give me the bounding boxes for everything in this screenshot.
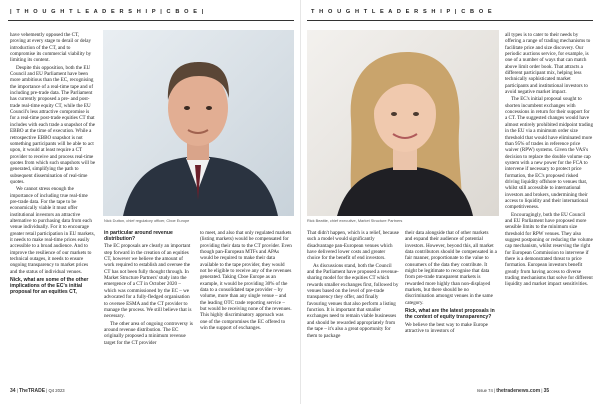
portrait-image bbox=[307, 30, 499, 216]
paragraph: As discussions stand, both the Council and the Parliament have proposed a revenue-sharing model for the equities CT which rewards smaller exchanges first, followed by venues based on the level of pre-trade transparency they offer, and finally favouring venues that also perform a listing function. It is important that smaller exchanges need to remain viable businesses and should be rewarded appropriately from the tape – it's also a great opportunity for them to package bbox=[307, 262, 399, 339]
left-column-3 bbox=[200, 230, 292, 384]
left-column-1 bbox=[10, 32, 96, 384]
paragraph: have vehemently opposed the CT, proving at every stage to derail or delay introduction of the CT, and to compromise its commercial viability by limiting its content. bbox=[10, 32, 92, 64]
paragraph: That didn't happen, which is a relief, because such a model would significantly disadvantage pan-European venues which have delivered lower costs and greater choice for the benefit of end investors. bbox=[307, 230, 399, 262]
paragraph: their data alongside that of other markets and expand their audience of potential investors. However, beyond this, all market data contributors should be compensated in a fair manner, proportionate to the value to consumers of the data they contribute. It might be legitimate to recognise that data from pre-trade transparent markets is rewarded more highly than non-displayed markets, but there should be no discrimination amongst venues in the same category. bbox=[405, 230, 497, 306]
issue-label: Issue 74 bbox=[477, 388, 493, 393]
right-column-1 bbox=[307, 230, 399, 384]
photo-caption: Rick Beattie, chief executive, Market Structure Partners bbox=[307, 218, 403, 223]
right-page-header: T H O U G H T L E A D E R S H I P | C B O E bbox=[311, 9, 494, 15]
page-number: 35 bbox=[543, 388, 550, 394]
right-page bbox=[300, 0, 600, 404]
paragraph: Despite this opposition, both the EU Council and EU Parliament have been more ambitious than the EC, recognising the importance of a real-time tape and of including pre-trade data. The Parliament has currently proposed a pre- and post-trade real-time equity CT, while the EU Council's less attractive compromise is for a real-time post-trade equities CT that includes with each trade a snapshot of the EBBO at the time of execution. While a retrospective EBBO snapshot is not something participants will be able to act upon, it would at least require a CT provider to receive and process real-time quotes from which such snapshots will be generated, simplifying the path to subsequent dissemination of real-time quotes. bbox=[10, 64, 96, 185]
site-name: thetradenews.com bbox=[496, 388, 541, 394]
portrait-image bbox=[103, 30, 294, 216]
magazine-name: TheTRADE bbox=[18, 388, 46, 394]
paragraph: Encouragingly, both the EU Council and EU Parliament have proposed more sensible limits to the minimum size threshold for RPW venues. They also suggest postponing or reducing the volume cap mechanism, whilst reserving the right for European Commission to intervene if there is a demonstrated threat to price formation. European investors benefit greatly from having access to diverse trading mechanisms that solve for different liquidity and market impact sensitivities. bbox=[505, 211, 593, 288]
question-heading: Nick, what are some of the other implications of the EC's initial proposal for an equities CT, bbox=[10, 277, 89, 296]
left-page-header: | T H O U G H T L E A D E R S H I P | C B O E | bbox=[10, 9, 205, 15]
paragraph: The EC proposals are clearly an important step forward in the creation of an equities CT, however we believe the amount of work required to establish and oversee the CT has not been fully thought through. In Market Structure Partners' study into the emergence of a CT in October 2020 – which was commissioned by the EC – we advocated for a fully-fledged organisation to oversee ESMA and the CT provider to manage the process. We still believe that is necessary. bbox=[104, 243, 192, 320]
question-heading-continued: in particular around revenue distribution? bbox=[104, 230, 173, 243]
paragraph: The other area of ongoing controversy is around revenue distribution. The EC originally proposed a minimum revenue target for the CT provider bbox=[104, 320, 193, 346]
photo-caption: Nick Dutton, chief regulatory officer, Cboe Europe bbox=[104, 218, 190, 223]
paragraph: to meet, and also that only regulated markets (listing markets) would be compensated for providing their data to the CT provider. Even though pan-European MTFs and APAs would be required to make their data available to the tape provider, they would not be eligible to receive any of the revenues generated. Taking Cboe Europe as an example, it would be providing 30% of the data to a consolidated tape provider – by volume, more than any single venue – and the leading OTC trade reporting service – but would be receiving none of the revenues. This highly discriminatory approach was one of the compromises the EC offered to win the support of exchanges. bbox=[200, 230, 292, 332]
paragraph: We believe the best way to make Europe attractive to investors of bbox=[405, 321, 488, 334]
right-header-rule bbox=[307, 20, 593, 21]
right-column-3 bbox=[505, 32, 593, 384]
question-heading: Rick, what are the latest proposals in the context of equity transparency? bbox=[405, 308, 495, 321]
page-number: 34 bbox=[10, 388, 16, 394]
paragraph: The EC's initial proposal sought to shorten incumbent exchanges with concessions in return for their support for a CT. The suggested changes would have almost entirely prohibited midpoint trading in the EU via a minimum order size threshold that would have eliminated more than 95% of trades in reference price waiver (RPW) systems. Given the VAS's decision to replace the double volume cap system with a new power for the FCA to intervene if necessary to protect price formation, the EC's proposed risked driving liquidity offshore to venues that, whilst still accessible to international investors and brokers, undermining their access to liquidity and their international competitiveness. bbox=[505, 96, 593, 211]
right-column-2 bbox=[405, 230, 497, 384]
issue-label: Q4 2023 bbox=[48, 388, 65, 393]
paragraph: all types is to cater to their needs by offering a range of trading mechanisms to facilitate price and size discovery. Our periodic auctions service, for example, is one of a number of ways that can match above limit order book. That attracts a different participant mix, helping less technically sophisticated market participants and institutional investors to avoid negative market impact. bbox=[505, 32, 591, 96]
left-footer: 34 | TheTRADE | Q4 2023 bbox=[10, 388, 65, 394]
paragraph: We cannot stress enough the importance of including true real-time pre-trade data. For the tape to be economically viable it must offer institutional investors an attractive alternative to purchasing data from each venue individually. For it to encourage greater retail participation in EU markets, it needs to make real-time prices easily accessible to a broad audience. And to improve the resilience of our markets to technical outages, it needs to ensure ongoing transparency to market prices and the status of individual venues. bbox=[10, 186, 95, 275]
portrait-photo-rick-beattie bbox=[307, 30, 499, 216]
left-column-2 bbox=[104, 230, 194, 384]
left-header-rule bbox=[8, 20, 294, 21]
right-footer: Issue 74 | thetradenews.com | 35 bbox=[477, 388, 550, 394]
portrait-photo-nick-dutton bbox=[103, 30, 294, 216]
